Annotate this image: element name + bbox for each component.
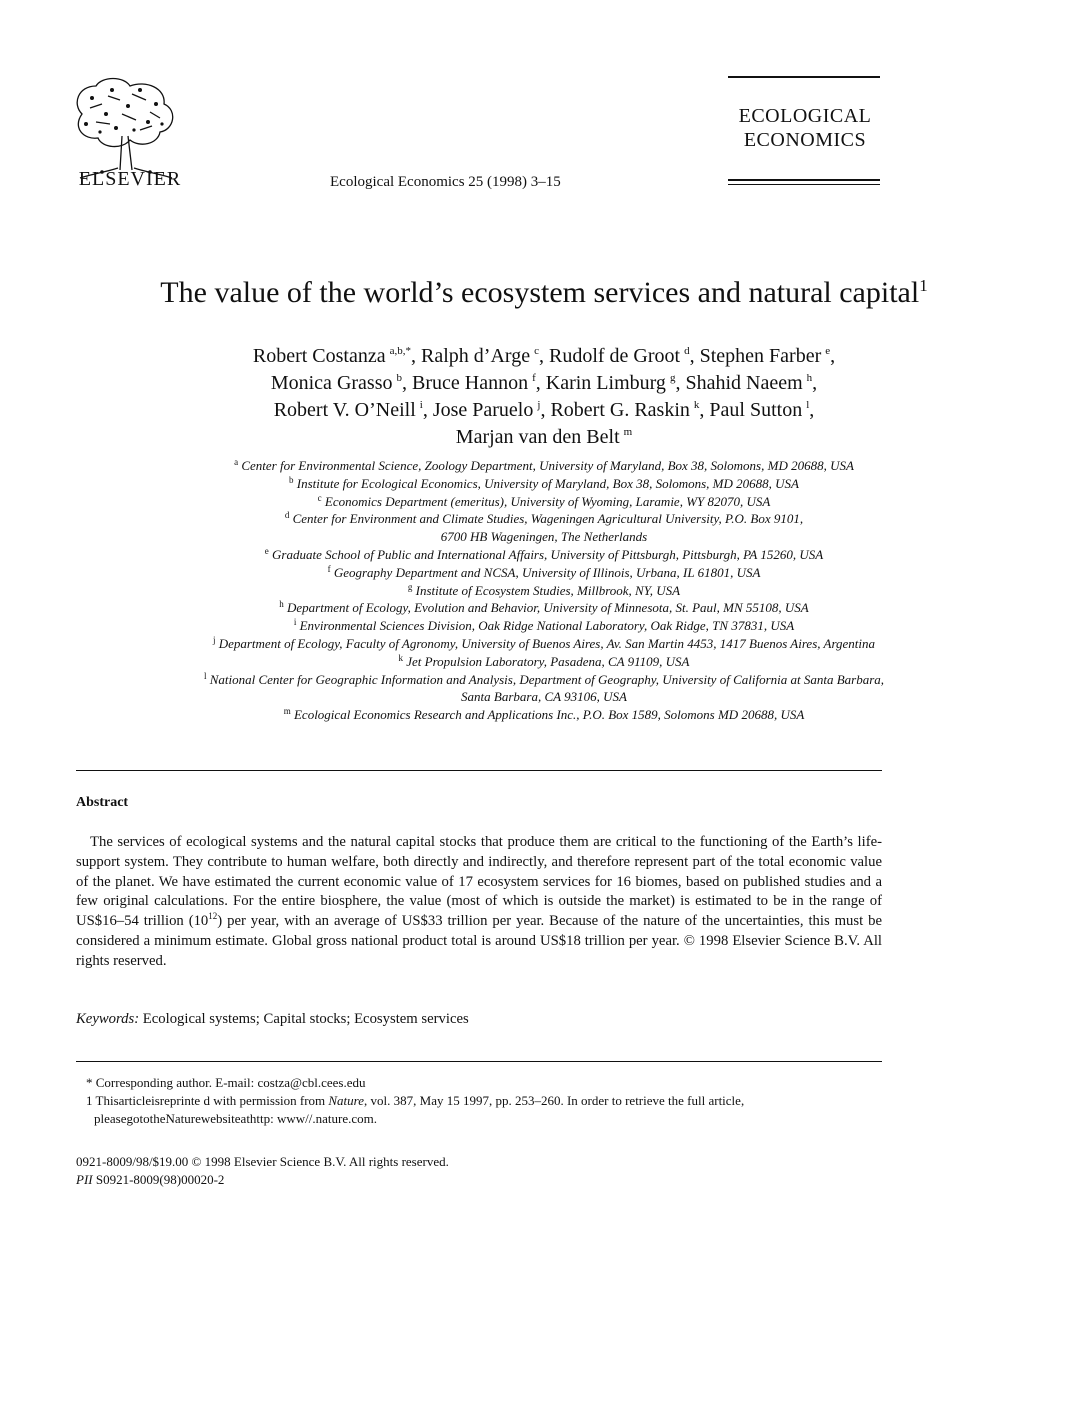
affiliation xyxy=(70,635,1018,653)
author xyxy=(700,345,836,367)
brand-bottom-rule-1 xyxy=(728,179,880,181)
affiliation-text: 6700 HB Wageningen, The Netherlands xyxy=(440,529,648,545)
affiliation-text: Economics Department (emeritus), University of Wyoming, Laramie, WY 82070, USA xyxy=(324,493,771,509)
journal-brand xyxy=(728,104,882,152)
affiliation-text: Environmental Sciences Division, Oak Ridge National Laboratory, Oak Ridge, TN 37831, USA xyxy=(299,618,795,634)
journal-citation: Ecological Economics 25 (1998) 3–15 xyxy=(330,174,561,190)
pii-label: PII xyxy=(76,1172,93,1187)
journal-brand-line1: ECOLOGICAL xyxy=(738,105,872,127)
reprint-note-line2: pleasegototheNaturewebsiteathttp: www//.nature.com. xyxy=(94,1111,378,1126)
author xyxy=(549,345,695,367)
affiliation-mark: i xyxy=(293,617,297,628)
author-name: Robert G. Raskin xyxy=(550,399,690,421)
title-footnote-mark: 1 xyxy=(919,276,928,295)
reprint-note-rest: , vol. 387, May 15 1997, pp. 253–260. In order to retrieve the full article, xyxy=(364,1093,745,1108)
brand-bottom-rule-2 xyxy=(728,184,880,185)
author-separator: , xyxy=(830,345,836,367)
affiliation-mark: j xyxy=(212,634,216,645)
affiliation-text: Jet Propulsion Laboratory, Pasadena, CA 91109, USA xyxy=(406,653,690,669)
affiliation-text: Ecological Economics Research and Applications Inc., P.O. Box 1589, Solomons MD 20688, USA xyxy=(293,707,805,723)
author-name: Robert V. O’Neill xyxy=(273,399,416,421)
author-affiliation-mark: i xyxy=(419,399,423,411)
author-name: Karin Limburg xyxy=(545,372,666,394)
corresponding-author-note: * Corresponding author. E-mail: costza@cbl.cees.edu xyxy=(86,1075,366,1090)
author-separator: , xyxy=(540,399,546,421)
author-name: Stephen Farber xyxy=(699,345,822,367)
author-separator: , xyxy=(809,399,815,421)
affiliation-mark: c xyxy=(317,492,322,503)
author-affiliation-mark: l xyxy=(806,399,810,411)
author-list xyxy=(80,343,1008,451)
affiliation-text: Institute of Ecosystem Studies, Millbrook, NY, USA xyxy=(415,582,681,598)
journal-brand-line2: ECONOMICS xyxy=(743,129,867,151)
affiliation xyxy=(70,582,1018,600)
affiliation-text: Institute for Ecological Economics, University of Maryland, Box 38, Solomons, MD 20688, USA xyxy=(296,475,799,491)
author-affiliation-mark: k xyxy=(693,399,700,411)
affiliation-mark: l xyxy=(203,670,207,681)
author-affiliation-mark: m xyxy=(623,426,633,438)
author-affiliation-mark: j xyxy=(537,399,541,411)
affiliation xyxy=(70,510,1018,528)
affiliation-mark: b xyxy=(289,474,294,485)
author xyxy=(685,372,817,394)
abstract-heading: Abstract xyxy=(76,795,129,810)
keywords-label: Keywords: xyxy=(76,1011,140,1027)
author-separator: , xyxy=(422,399,428,421)
author xyxy=(546,372,681,394)
pii-line xyxy=(76,1172,224,1188)
author-affiliation-mark: h xyxy=(806,372,813,384)
author-affiliation-mark: e xyxy=(825,345,831,357)
affiliation xyxy=(70,688,1018,706)
author-separator: , xyxy=(675,372,681,394)
affiliation-text: Center for Environmental Science, Zoology Department, University of Maryland, Box 38, Solomons, MD 20688, USA xyxy=(241,458,854,473)
affiliation xyxy=(70,475,1018,493)
copyright-line: 0921-8009/98/$19.00 © 1998 Elsevier Science B.V. All rights reserved. xyxy=(76,1154,449,1169)
keywords xyxy=(76,1011,469,1028)
affiliation xyxy=(70,617,1018,635)
paper-title-text: The value of the world’s ecosystem services and natural capital xyxy=(160,276,920,309)
author-affiliation-mark: c xyxy=(534,345,539,357)
affiliation xyxy=(70,653,1018,671)
affiliation xyxy=(70,546,1018,564)
author-name: Robert Costanza xyxy=(252,345,386,367)
author-affiliation-mark: f xyxy=(532,372,536,384)
abstract-body xyxy=(76,833,882,972)
author-name: Bruce Hannon xyxy=(412,372,529,394)
author-name: Ralph d’Arge xyxy=(421,345,531,367)
affiliation xyxy=(70,457,1018,475)
reprint-note-journal: Nature xyxy=(328,1093,365,1108)
affiliation-mark: k xyxy=(398,652,403,663)
author-name: Marjan van den Belt xyxy=(455,426,620,448)
affiliation-text: Graduate School of Public and International Affairs, University of Pittsburgh, Pittsburgh, PA 15260, USA xyxy=(272,546,824,562)
author xyxy=(253,345,416,367)
affiliation xyxy=(70,528,1018,546)
affiliation-mark: f xyxy=(327,563,331,574)
publisher-name: ELSEVIER xyxy=(78,168,182,190)
affiliation-text: Center for Environment and Climate Studies, Wageningen Agricultural University, P.O. Box 9101, xyxy=(292,511,804,527)
author xyxy=(709,399,814,421)
author xyxy=(456,426,632,448)
author-name: Jose Paruelo xyxy=(432,399,534,421)
keywords-items: Ecological systems; Capital stocks; Ecosystem services xyxy=(142,1011,469,1027)
abstract-text-part1: The services of ecological systems and the natural capital stocks that produce them are critical to the functioning of the Earth’s life-support system. They contribute to human welfare, both directly and indirectly, and therefore represent part of the total economic value of the planet. We have estimated the current economic value of 17 ecosystem services for 16 biomes, based on published studies and a few original calculations. For the entire biosphere, the value (most of which is outside the market) is estimated to be in the range of US$16–54 trillion (10 xyxy=(76,834,882,930)
affiliation-mark: e xyxy=(264,545,269,556)
affiliation xyxy=(70,599,1018,617)
author-separator: , xyxy=(402,372,407,394)
author-separator: , xyxy=(411,345,417,367)
brand-top-rule xyxy=(728,76,880,78)
author-name: Monica Grasso xyxy=(270,372,393,394)
author-name: Shahid Naeem xyxy=(685,372,803,394)
abstract-text-part2: ) per year, with an average of US$33 trillion per year. Because of the nature of the uncertainties, this must be considered a minimum estimate. Global gross national product total is around US$18 trillion per year. © 1998 Elsevier Science B.V. All rights reserved. xyxy=(76,913,882,969)
author xyxy=(421,345,544,367)
affiliation-mark: d xyxy=(284,510,290,521)
reprint-note xyxy=(86,1092,886,1110)
author-affiliation-mark: b xyxy=(396,372,402,384)
reprint-note-prefix: 1 Thisarticleisreprinte d with permission from xyxy=(86,1093,329,1108)
author xyxy=(274,399,428,421)
affiliation-mark: a xyxy=(234,457,239,467)
affiliation-mark: m xyxy=(283,706,291,717)
author xyxy=(550,399,704,421)
author xyxy=(271,372,407,394)
affiliation xyxy=(70,493,1018,511)
affiliation xyxy=(70,671,1018,689)
author-separator: , xyxy=(535,372,541,394)
author-name: Rudolf de Groot xyxy=(548,345,681,367)
author-affiliation-mark: a,b,* xyxy=(389,345,412,357)
author-separator: , xyxy=(812,372,818,394)
abstract-top-rule xyxy=(76,770,882,771)
affiliation-list xyxy=(70,457,1018,724)
footnotes xyxy=(86,1074,886,1128)
affiliation-mark: h xyxy=(279,599,284,610)
author xyxy=(412,372,541,394)
pii-value: S0921-8009(98)00020-2 xyxy=(95,1172,225,1187)
affiliation-text: Department of Ecology, Faculty of Agronomy, University of Buenos Aires, Av. San Martin 4453, 1417 Buenos Aires, Argentina xyxy=(218,635,876,651)
affiliation xyxy=(70,706,1018,724)
author xyxy=(433,399,546,421)
author-separator: , xyxy=(538,345,544,367)
footnote-rule xyxy=(76,1061,882,1062)
affiliation-text: National Center for Geographic Information and Analysis, Department of Geography, University of California at Santa Barbara, xyxy=(209,671,885,687)
author-affiliation-mark: d xyxy=(684,345,690,357)
affiliation-text: Santa Barbara, CA 93106, USA xyxy=(461,689,627,705)
author-separator: , xyxy=(689,345,695,367)
author-separator: , xyxy=(699,399,705,421)
author-affiliation-mark: g xyxy=(669,372,676,384)
affiliation-mark: g xyxy=(407,581,413,592)
abstract-exponent: 12 xyxy=(208,911,218,922)
affiliation-text: Geography Department and NCSA, University of Illinois, Urbana, IL 61801, USA xyxy=(333,564,761,580)
affiliation xyxy=(70,564,1018,582)
author-name: Paul Sutton xyxy=(709,399,803,421)
affiliation-text: Department of Ecology, Evolution and Behavior, University of Minnesota, St. Paul, MN 55108, USA xyxy=(287,600,809,616)
paper-title xyxy=(0,276,1088,310)
